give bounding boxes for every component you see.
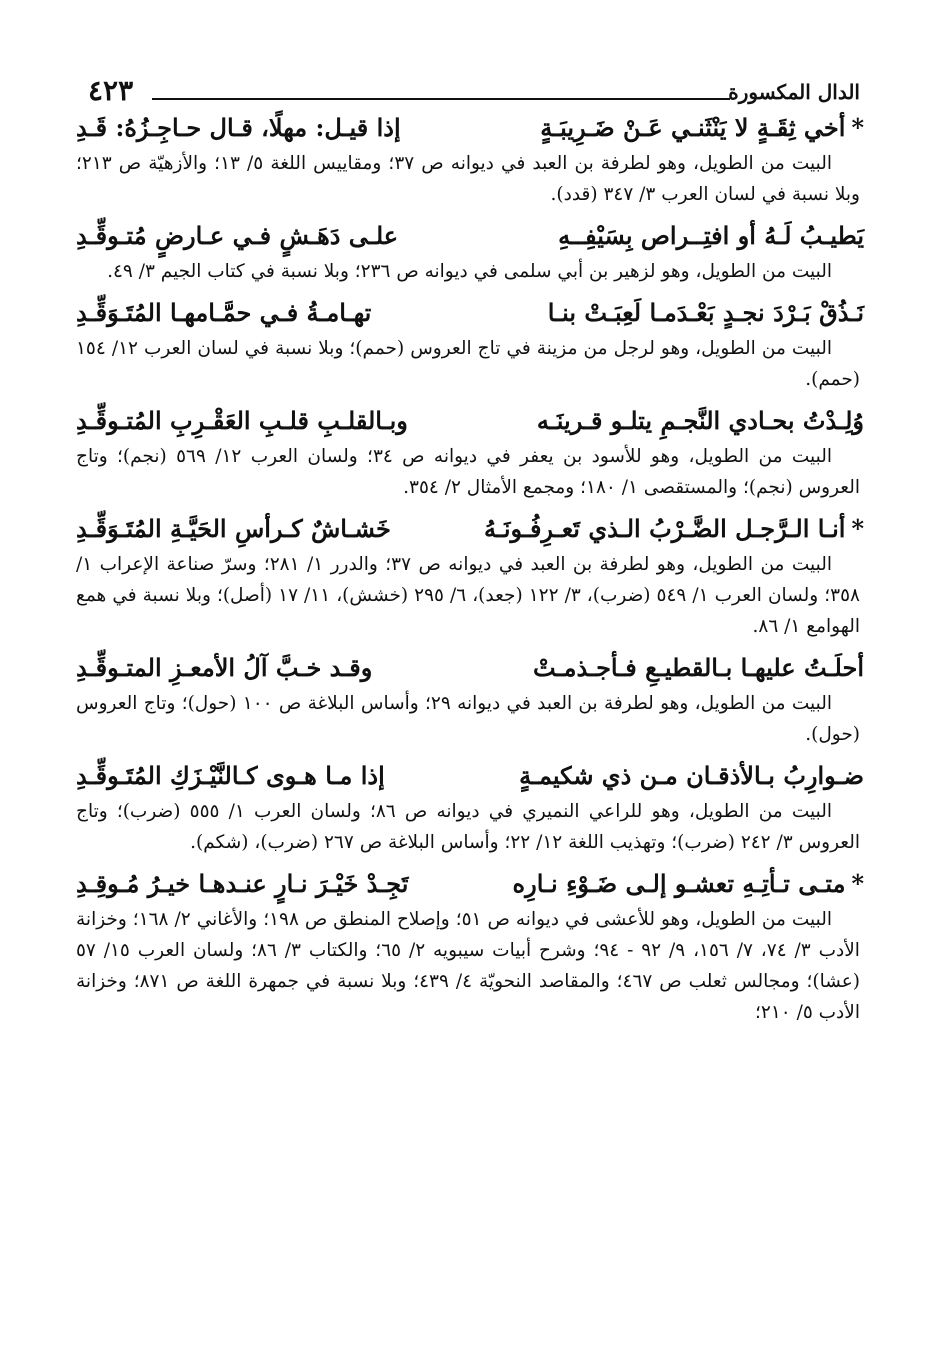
verse-second-hemistich: خَشـاشٌ كـرأسِ الحَيَّـةِ المُتَـوَقِّـدِ [76,514,391,543]
verse-note: البيت من الطويل، وهو للأعشى في ديوانه ص ٥١؛ وإصلاح المنطق ص ١٩٨؛ والأغاني ٢/ ١٦٨؛ وخزانة الأدب ٣/ ٧٤، ٧/ ١٥٦، ٩/ ٩٢ - ٩٤؛ وشرح أبيات سيبويه ٢/ ٦٥؛ والكتاب ٣/ ٨٦؛ ولسان العرب ١٥/ ٥٧ (عشا)؛ ومجالس ثعلب ص ٤٦٧؛ والمقاصد النحويّة ٤/ ٤٣٩؛ وبلا نسبة في جمهرة اللغة ص ٨٧١؛ وخزانة الأدب ٥/ ٢١٠؛ [76,909,860,1023]
verse-line [70,401,870,441]
verse-line [70,293,870,333]
verse-note: البيت من الطويل، وهو للراعي النميري في ديوانه ص ٨٦؛ ولسان العرب ١/ ٥٥٥ (ضرب)؛ وتاج العروس ٣/ ٢٤٢ (ضرب)؛ وتهذيب اللغة ١٢/ ٢٢؛ وأساس البلاغة ص ٢٦٧ (ضرب)، (شكم). [76,801,860,853]
entry [70,216,870,287]
entry [70,293,870,395]
header-rule [152,98,730,100]
verse-line [70,756,870,796]
verse-line [70,509,870,549]
verse-second-hemistich: تهـامـةُ فـي حمَّـامهـا المُتَـوَقِّـدِ [76,298,372,327]
book-page [70,62,870,1338]
verse-line [70,108,870,148]
verse-note: البيت من الطويل، وهو لزهير بن أبي سلمى في ديوانه ص ٢٣٦؛ وبلا نسبة في كتاب الجيم ٣/ ٤٩. [107,261,832,282]
verse-second-hemistich: وقـد خـبَّ آلُ الأمعـزِ المتـوقِّـدِ [76,653,373,682]
verse-first-hemistich: *متـى تـأتِـهِ تعشـو إلـى ضَـوْءِ نـارِه [512,869,864,898]
entry [70,108,870,210]
verse-note: البيت من الطويل، وهو لطرفة بن العبد في ديوانه ٢٩؛ وأساس البلاغة ص ١٠٠ (حول)؛ وتاج العروس (حول). [76,693,860,745]
verse-first-hemistich: يَطيـبُ لَـهُ أو افتِــراص بِسَيْفِــهِ [558,221,864,250]
verse-first-hemistich: ضـوارِبُ بـالأذقـان مـن ذي شكيمـةٍ [519,761,864,790]
star-marker: * [851,514,864,543]
verse-line [70,864,870,904]
verse-second-hemistich: وبـالقلـبِ قلـبِ العَقْـرِبِ المُتـوقِّـدِ [76,406,408,435]
entry [70,756,870,858]
verse-second-hemistich: إذا مـا هـوى كـالنَّيْـزَكِ المُتَـوقِّـدِ [76,761,385,790]
verse-line [70,648,870,688]
verse-first-hemistich: أحلَـتُ عليهـا بـالقطيـعِ فـأجـذمـتْ [533,653,864,682]
verse-note: البيت من الطويل، وهو لطرفة بن العبد في ديوانه ص ٣٧؛ ومقاييس اللغة ٥/ ١٣؛ والأزهيّة ص ٢١٣؛ وبلا نسبة في لسان العرب ٣/ ٣٤٧ (قدد). [76,153,860,205]
verse-line [70,216,870,256]
entry [70,864,870,1028]
verse-note: البيت من الطويل، وهو للأسود بن يعفر في ديوانه ص ٣٤؛ ولسان العرب ١٢/ ٥٦٩ (نجم)؛ وتاج العروس (نجم)؛ والمستقصى ١/ ١٨٠؛ ومجمع الأمثال ٢/ ٣٥٤. [76,446,860,498]
entry [70,509,870,642]
star-marker: * [851,869,864,898]
verse-second-hemistich: علـى دَهَـشٍ فـي عـارضٍ مُتـوقِّـدِ [76,221,399,250]
verse-note: البيت من الطويل، وهو لطرفة بن العبد في ديوانه ص ٣٧؛ والدرر ١/ ٢٨١؛ وسرّ صناعة الإعراب ١/ ٣٥٨؛ ولسان العرب ١/ ٥٤٩ (ضرب)، ٣/ ١٢٢ (جعد)، ٦/ ٢٩٥ (خشش)، ١١/ ١٧ (أصل)؛ وبلا نسبة في همع الهوامع ١/ ٨٦. [76,554,860,637]
verse-first-hemistich: نَـذُقْ بَـرْدَ نجـدٍ بَعْـدَمـا لَعِبَـتْ بنـا [547,298,864,327]
star-marker: * [851,113,864,142]
verse-first-hemistich: *أنـا الـرَّجـل الضَّـرْبُ الـذي تَعـرِفُـونَـهُ [483,514,864,543]
entry [70,648,870,750]
verse-second-hemistich: إذا قيـل: مهلًا، قـال حـاجِـزُهُ: قَـدِ [76,113,401,142]
verse-note: البيت من الطويل، وهو لرجل من مزينة في تاج العروس (حمم)؛ وبلا نسبة في لسان العرب ١٢/ ١٥٤ (حمم). [76,338,860,390]
page-number: ٤٢٣ [88,74,134,107]
verse-first-hemistich: *أخي ثِقَـةٍ لا يَنْثَنـي عَـنْ ضَـرِيبَـةٍ [540,113,864,142]
verse-second-hemistich: تَجِـدْ خَيْـرَ نـارٍ عنـدهـا خيـرُ مُـوقِـدِ [76,869,409,898]
entry [70,401,870,503]
running-title: الدال المكسورة [728,80,860,104]
page-header [70,62,870,107]
verse-first-hemistich: وُلِـدْتُ بحـادي النَّجـمِ يتلـو قـرينَـه [536,406,864,435]
